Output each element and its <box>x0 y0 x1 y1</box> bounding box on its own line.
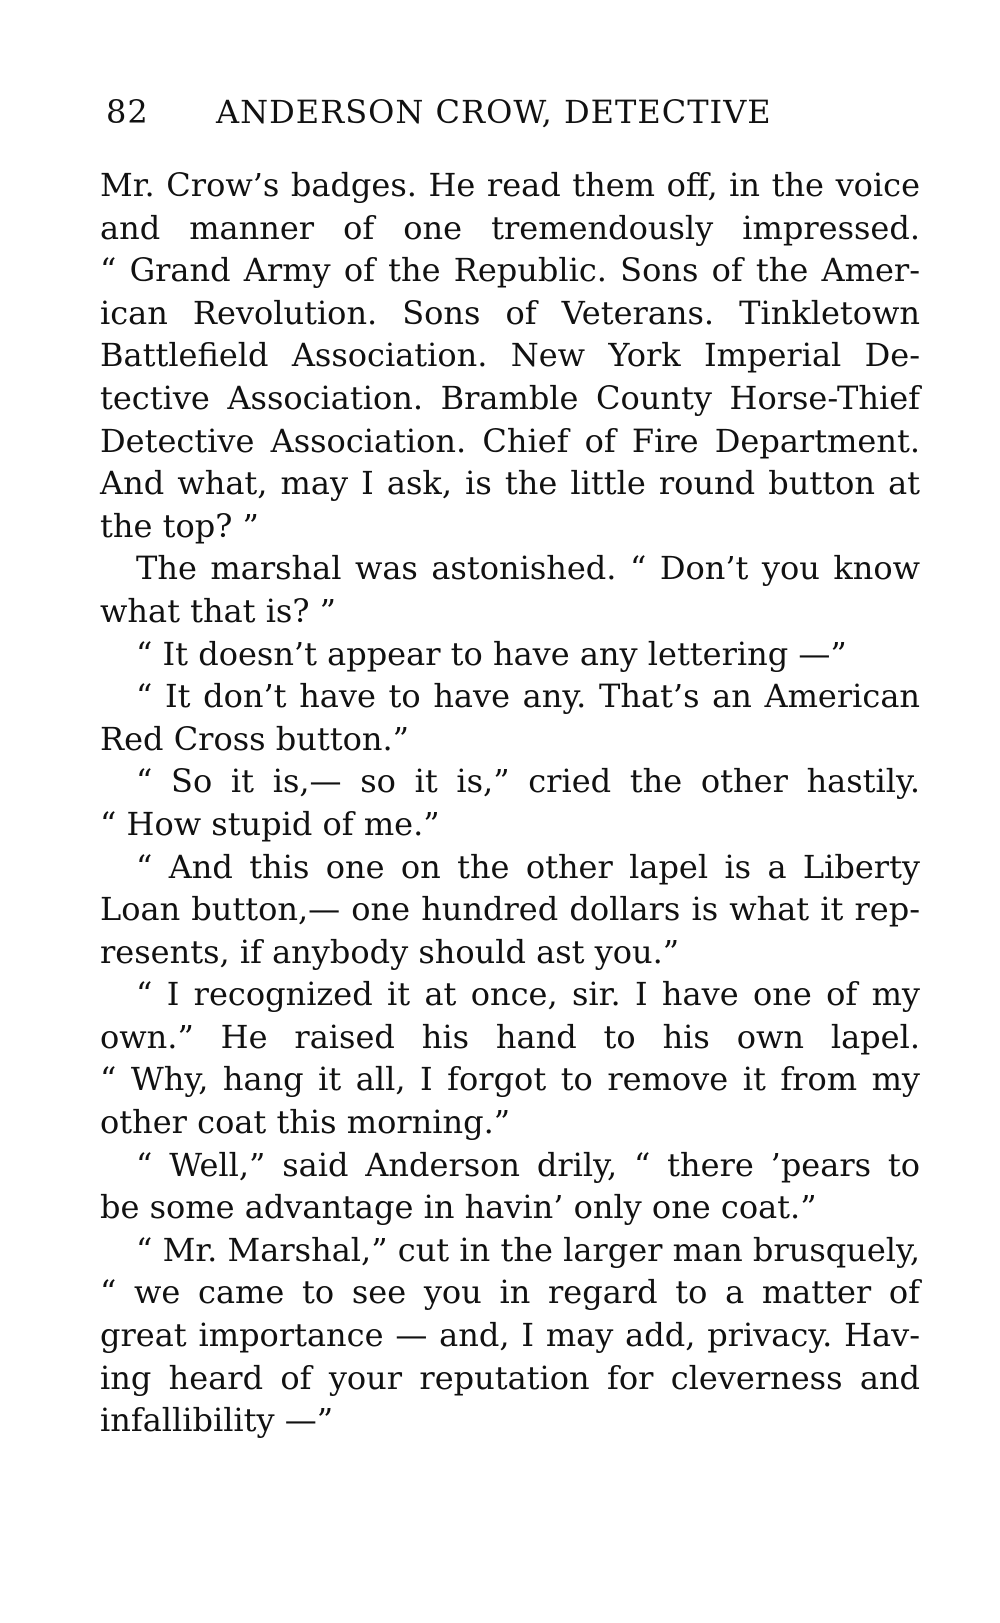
paragraph <box>100 547 920 632</box>
text-line: the top? ” <box>100 506 259 545</box>
text-line: Detective Association. Chief of Fire Department. <box>100 421 920 460</box>
text-line: “ Grand Army of the Republic. Sons of the Amer- <box>100 251 920 290</box>
running-title: ANDERSON CROW, DETECTIVE <box>216 93 772 131</box>
text-line: Loan button,— one hundred dollars is what it rep- <box>100 890 920 929</box>
text-line: Red Cross button.” <box>100 719 409 758</box>
paragraph <box>100 633 920 676</box>
paragraph <box>100 846 920 974</box>
text-line: be some advantage in havin’ only one coat.” <box>100 1188 817 1227</box>
book-page <box>100 90 920 1442</box>
text-line: tective Association. Bramble County Horse-Thief <box>100 378 920 417</box>
text-line: infallibility —” <box>100 1401 334 1440</box>
paragraph <box>100 164 920 547</box>
text-line: “ And this one on the other lapel is a Liberty <box>136 847 920 886</box>
text-line: “ Mr. Marshal,” cut in the larger man brusquely, <box>136 1230 920 1269</box>
text-line: And what, may I ask, is the little round button at <box>100 464 920 503</box>
text-line: ican Revolution. Sons of Veterans. Tinkletown <box>100 293 920 332</box>
text-line: own.” He raised his hand to his own lapel. <box>100 1017 920 1056</box>
text-line: ing heard of your reputation for cleverness and <box>100 1358 920 1397</box>
paragraph <box>100 1229 920 1442</box>
text-line: what that is? ” <box>100 591 337 630</box>
text-line: “ I recognized it at once, sir. I have one of my <box>136 975 920 1014</box>
running-header <box>100 90 920 134</box>
paragraph <box>100 675 920 760</box>
text-line: “ Well,” said Anderson drily, “ there ’pears to <box>136 1145 920 1184</box>
text-line: “ we came to see you in regard to a matter of <box>100 1273 920 1312</box>
body-text <box>100 164 920 1442</box>
text-line: The marshal was astonished. “ Don’t you know <box>136 549 920 588</box>
text-line: “ It doesn’t appear to have any lettering —” <box>136 634 847 673</box>
paragraph <box>100 973 920 1143</box>
paragraph <box>100 1144 920 1229</box>
text-line: “ How stupid of me.” <box>100 804 440 843</box>
paragraph <box>100 760 920 845</box>
text-line: “ It don’t have to have any. That’s an American <box>136 677 920 716</box>
text-line: Mr. Crow’s badges. He read them off, in the voice <box>100 166 920 204</box>
page-number: 82 <box>106 93 149 131</box>
text-line: “ Why, hang it all, I forgot to remove it from my <box>100 1060 920 1099</box>
text-line: “ So it is,— so it is,” cried the other hastily. <box>136 762 920 801</box>
text-line: resents, if anybody should ast you.” <box>100 932 680 971</box>
text-line: other coat this morning.” <box>100 1103 511 1142</box>
text-line: great importance — and, I may add, privacy. Hav- <box>100 1316 920 1355</box>
text-line: and manner of one tremendously impressed. <box>100 208 920 247</box>
text-line: Battlefield Association. New York Imperial De- <box>100 336 920 375</box>
